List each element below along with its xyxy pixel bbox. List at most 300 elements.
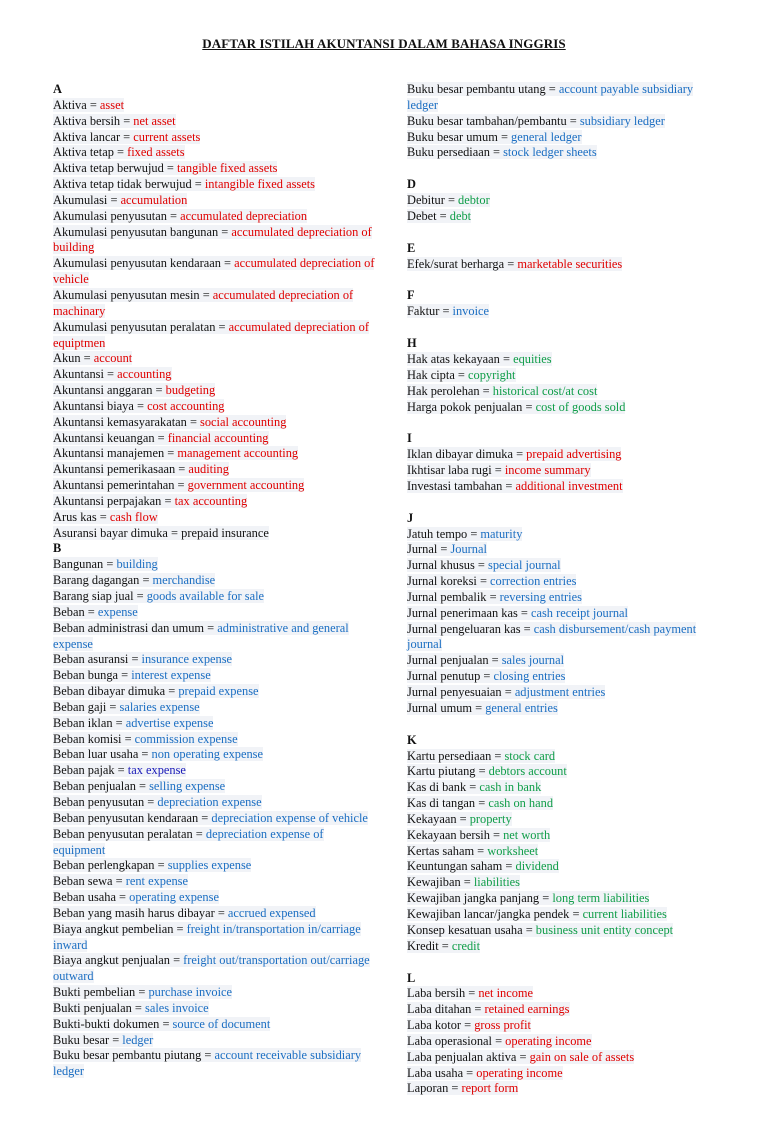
english-translation: cost accounting	[147, 398, 225, 413]
indonesian-term: Jurnal =	[407, 542, 451, 557]
indonesian-term: Beban perlengkapan =	[53, 858, 168, 873]
indonesian-term: Kewajiban =	[407, 875, 474, 890]
glossary-entry	[53, 906, 375, 922]
glossary-entry	[407, 701, 719, 717]
section-letter: J	[407, 510, 414, 525]
indonesian-term: Laba kotor =	[407, 1018, 475, 1033]
section-letter: A	[53, 82, 62, 96]
glossary-entry	[407, 828, 719, 844]
english-translation: freight in/transportation in/carriage inward	[53, 921, 361, 952]
indonesian-term: Jurnal penutup =	[407, 669, 494, 684]
english-translation: retained earnings	[484, 1002, 570, 1017]
glossary-entry	[407, 669, 719, 685]
indonesian-term: Bukti penjualan =	[53, 1000, 145, 1015]
glossary-entry	[53, 130, 375, 146]
indonesian-term: Akuntansi perpajakan =	[53, 493, 175, 508]
glossary-entry	[407, 685, 719, 701]
indonesian-term: Beban administrasi dan umum =	[53, 620, 218, 635]
english-translation: account	[93, 351, 133, 366]
indonesian-term: Beban yang masih harus dibayar =	[53, 905, 228, 920]
indonesian-term: Hak atas kekayaan =	[407, 351, 514, 366]
english-translation: administrative and general expense	[53, 620, 349, 651]
indonesian-term: Bukti-bukti dokumen =	[53, 1016, 173, 1031]
glossary-entry	[53, 858, 375, 874]
indonesian-term: Aktiva tetap berwujud =	[53, 161, 177, 176]
glossary-entry	[53, 1033, 375, 1049]
glossary-entry	[407, 145, 719, 161]
english-translation: depreciation expense of vehicle	[211, 810, 368, 825]
english-translation: merchandise	[152, 573, 216, 588]
glossary-entry	[407, 542, 719, 558]
glossary-entry	[53, 827, 375, 859]
glossary-entry	[53, 446, 375, 462]
indonesian-term: Beban bunga =	[53, 668, 132, 683]
glossary-entry	[53, 98, 375, 114]
glossary-entry	[53, 684, 375, 700]
indonesian-term: Aktiva tetap tidak berwujud =	[53, 177, 205, 192]
indonesian-term: Beban sewa =	[53, 874, 126, 889]
indonesian-term: Debitur =	[407, 193, 459, 208]
indonesian-term: Efek/surat berharga =	[407, 256, 518, 271]
glossary-entry	[407, 1081, 719, 1097]
indonesian-term: Laba usaha =	[407, 1065, 477, 1080]
english-translation: debtor	[458, 193, 490, 208]
glossary-entry	[53, 953, 375, 985]
indonesian-term: Kekayaan =	[407, 811, 470, 826]
indonesian-term: Akumulasi penyusutan =	[53, 208, 181, 223]
english-translation: cash disbursement/cash payment journal	[407, 621, 697, 652]
glossary-entry	[407, 986, 719, 1002]
english-translation: stock card	[504, 748, 556, 763]
english-translation: freight out/transportation out/carriage outward	[53, 953, 370, 984]
glossary-entry	[407, 384, 719, 400]
glossary-entry	[407, 749, 719, 765]
english-translation: salaries expense	[119, 699, 200, 714]
glossary-entry	[407, 844, 719, 860]
english-translation: tangible fixed assets	[176, 161, 278, 176]
glossary-entry	[407, 796, 719, 812]
indonesian-term: Akumulasi penyusutan peralatan =	[53, 319, 229, 334]
indonesian-term: Laba bersih =	[407, 986, 479, 1001]
english-translation: fixed assets	[127, 145, 185, 160]
glossary-entry	[53, 890, 375, 906]
english-translation: insurance expense	[141, 652, 233, 667]
english-translation: expense	[97, 604, 138, 619]
indonesian-term: Hak cipta =	[407, 367, 469, 382]
english-translation: credit	[451, 938, 481, 953]
glossary-entry	[53, 225, 375, 257]
glossary-entry	[53, 114, 375, 130]
glossary-entry	[407, 1002, 719, 1018]
english-translation: tax expense	[127, 763, 186, 778]
indonesian-term: Buku besar tambahan/pembantu =	[407, 113, 580, 128]
glossary-entry	[53, 177, 375, 193]
english-translation: cash on hand	[488, 796, 554, 811]
glossary-entry	[407, 939, 719, 955]
indonesian-term: Kekayaan bersih =	[407, 827, 504, 842]
indonesian-term: Jurnal pengeluaran kas =	[407, 621, 534, 636]
english-translation: management accounting	[177, 446, 299, 461]
english-translation: interest expense	[131, 668, 211, 683]
english-translation: current assets	[133, 129, 201, 144]
english-translation: intangible fixed assets	[204, 177, 315, 192]
english-translation: account payable subsidiary ledger	[407, 82, 694, 112]
glossary-entry	[53, 700, 375, 716]
indonesian-term: Debet =	[407, 208, 450, 223]
glossary-entry	[407, 193, 719, 209]
english-translation: cash in bank	[479, 780, 542, 795]
english-translation: marketable securities	[517, 256, 623, 271]
glossary-entry	[53, 351, 375, 367]
indonesian-term: Beban iklan =	[53, 715, 126, 730]
indonesian-term: Asuransi bayar dimuka =	[53, 525, 182, 540]
glossary-entry	[407, 368, 719, 384]
english-translation: depreciation expense of equipment	[53, 826, 324, 857]
english-translation: accumulated depreciation of vehicle	[53, 256, 375, 287]
glossary-entry	[53, 1048, 375, 1080]
glossary-entry	[53, 145, 375, 161]
english-translation: property	[469, 811, 512, 826]
english-translation: subsidiary ledger	[579, 113, 665, 128]
indonesian-term: Jurnal penerimaan kas =	[407, 605, 531, 620]
english-translation: rent expense	[125, 874, 188, 889]
indonesian-term: Buku besar pembantu piutang =	[53, 1048, 215, 1063]
section-letter: B	[53, 541, 62, 556]
indonesian-term: Aktiva bersih =	[53, 113, 134, 128]
indonesian-term: Beban luar usaha =	[53, 747, 152, 762]
english-translation: prepaid expense	[178, 684, 259, 699]
glossary-entry	[53, 383, 375, 399]
glossary-entry	[53, 874, 375, 890]
english-translation: gross profit	[474, 1018, 531, 1033]
glossary-entry	[407, 923, 719, 939]
glossary-entry	[407, 447, 719, 463]
indonesian-term: Laba operasional =	[407, 1033, 506, 1048]
english-translation: auditing	[188, 462, 229, 477]
english-translation: account receivable subsidiary ledger	[53, 1048, 362, 1079]
english-translation: liabilities	[473, 875, 520, 890]
indonesian-term: Beban usaha =	[53, 890, 130, 905]
glossary-entry	[407, 764, 719, 780]
english-translation: dividend	[515, 859, 559, 874]
indonesian-term: Akuntansi manajemen =	[53, 446, 178, 461]
glossary-entry	[53, 431, 375, 447]
indonesian-term: Arus kas =	[53, 509, 110, 524]
glossary-entry	[407, 859, 719, 875]
glossary-entry	[407, 209, 719, 225]
english-translation: cost of goods sold	[535, 399, 626, 414]
glossary-entry	[53, 747, 375, 763]
glossary-entry	[53, 795, 375, 811]
glossary-entry	[53, 494, 375, 510]
indonesian-term: Bangunan =	[53, 557, 117, 572]
indonesian-term: Aktiva tetap =	[53, 145, 128, 160]
glossary-entry	[407, 527, 719, 543]
english-translation: long term liabilities	[552, 891, 650, 906]
left-column	[53, 82, 375, 1080]
english-translation: operating income	[505, 1033, 592, 1048]
glossary-entry	[53, 779, 375, 795]
indonesian-term: Faktur =	[407, 304, 453, 319]
indonesian-term: Laba ditahan =	[407, 1002, 485, 1017]
glossary-entry	[53, 652, 375, 668]
indonesian-term: Jurnal khusus =	[407, 558, 488, 573]
english-translation: sales journal	[501, 653, 565, 668]
english-translation: general ledger	[511, 129, 582, 144]
english-translation: tax accounting	[174, 493, 248, 508]
indonesian-term: Kas di tangan =	[407, 796, 489, 811]
indonesian-term: Beban penyusutan kendaraan =	[53, 810, 212, 825]
glossary-entry	[407, 400, 719, 416]
english-translation: invoice	[452, 304, 490, 319]
glossary-entry	[407, 304, 719, 320]
glossary-entry	[53, 621, 375, 653]
english-translation: source of document	[172, 1016, 271, 1031]
indonesian-term: Akuntansi =	[53, 367, 118, 382]
indonesian-term: Hak perolehan =	[407, 383, 493, 398]
glossary-entry	[407, 82, 719, 114]
english-translation: sales invoice	[145, 1000, 209, 1015]
english-translation: depreciation expense	[157, 794, 262, 809]
section-letter: I	[407, 431, 412, 446]
english-translation: prepaid insurance	[181, 525, 269, 540]
english-translation: cash receipt journal	[530, 605, 628, 620]
glossary-entry	[53, 732, 375, 748]
english-translation: budgeting	[165, 383, 216, 398]
english-translation: Journal	[450, 542, 487, 557]
indonesian-term: Akuntansi pemerintahan =	[53, 478, 188, 493]
english-translation: report form	[461, 1081, 519, 1096]
english-translation: advertise expense	[125, 715, 214, 730]
indonesian-term: Kredit =	[407, 938, 452, 953]
indonesian-term: Jurnal penyesuaian =	[407, 685, 515, 699]
glossary-entry	[53, 526, 375, 542]
right-column	[407, 82, 719, 1097]
indonesian-term: Aktiva lancar =	[53, 129, 134, 144]
indonesian-term: Akumulasi penyusutan kendaraan =	[53, 256, 235, 271]
indonesian-term: Beban asuransi =	[53, 652, 142, 667]
indonesian-term: Buku besar =	[53, 1032, 123, 1047]
glossary-entry	[53, 668, 375, 684]
indonesian-term: Kas di bank =	[407, 780, 480, 795]
glossary-entry	[53, 1017, 375, 1033]
glossary-entry	[53, 985, 375, 1001]
glossary-entry	[407, 812, 719, 828]
english-translation: worksheet	[487, 843, 539, 858]
english-translation: accumulated depreciation of equiptmen	[53, 319, 369, 350]
indonesian-term: Akuntansi keuangan =	[53, 430, 168, 445]
indonesian-term: Beban gaji =	[53, 699, 120, 714]
glossary-entry	[407, 1018, 719, 1034]
indonesian-term: Beban penyusutan =	[53, 794, 158, 809]
glossary-entry	[53, 367, 375, 383]
indonesian-term: Akuntansi anggaran =	[53, 383, 166, 398]
english-translation: non operating expense	[151, 747, 263, 762]
indonesian-term: Buku besar umum =	[407, 129, 512, 144]
indonesian-term: Buku persediaan =	[407, 145, 504, 160]
glossary-entry	[53, 557, 375, 573]
indonesian-term: Kartu persediaan =	[407, 748, 505, 763]
english-translation: goods available for sale	[146, 589, 265, 603]
section-letter: K	[407, 732, 417, 747]
english-translation: equities	[513, 351, 552, 366]
indonesian-term: Akumulasi =	[53, 192, 121, 207]
glossary-entry	[53, 399, 375, 415]
glossary-entry	[53, 161, 375, 177]
english-translation: net asset	[133, 113, 176, 128]
indonesian-term: Beban penjualan =	[53, 779, 150, 794]
glossary-entry	[407, 653, 719, 669]
glossary-entry	[53, 209, 375, 225]
glossary-entry	[407, 891, 719, 907]
english-translation: prepaid advertising	[526, 447, 622, 462]
glossary-entry	[53, 478, 375, 494]
english-translation: current liabilities	[582, 906, 667, 921]
english-translation: accumulated depreciation	[180, 208, 308, 223]
glossary-entry	[407, 1066, 719, 1082]
glossary-entry	[53, 716, 375, 732]
indonesian-term: Jurnal umum =	[407, 700, 486, 715]
glossary-entry	[407, 1050, 719, 1066]
glossary-entry	[53, 573, 375, 589]
glossary-entry	[407, 622, 719, 654]
english-translation: accumulation	[120, 192, 188, 207]
glossary-entry	[407, 558, 719, 574]
indonesian-term: Barang dagangan =	[53, 573, 153, 588]
glossary-entry	[407, 257, 719, 273]
english-translation: adjustment entries	[514, 685, 606, 699]
english-translation: special journal	[488, 558, 561, 573]
glossary-entry	[407, 907, 719, 923]
english-translation: stock ledger sheets	[503, 145, 597, 160]
english-translation: general entries	[485, 700, 558, 715]
indonesian-term: Investasi tambahan =	[407, 478, 516, 493]
indonesian-term: Laporan =	[407, 1081, 462, 1096]
indonesian-term: Barang siap jual =	[53, 589, 147, 603]
indonesian-term: Jurnal penjualan =	[407, 653, 502, 668]
glossary-entry	[53, 922, 375, 954]
english-translation: building	[116, 557, 158, 572]
indonesian-term: Kewajiban jangka panjang =	[407, 891, 553, 906]
english-translation: accumulated depreciation of building	[53, 224, 372, 255]
english-translation: income summary	[504, 463, 591, 478]
english-translation: historical cost/at cost	[492, 383, 598, 398]
glossary-entry	[53, 288, 375, 320]
english-translation: supplies expense	[167, 858, 252, 873]
glossary-entry	[407, 780, 719, 796]
english-translation: accrued expensed	[227, 905, 316, 920]
glossary-entry	[53, 605, 375, 621]
indonesian-term: Laba penjualan aktiva =	[407, 1049, 530, 1064]
indonesian-term: Jurnal koreksi =	[407, 574, 491, 589]
english-translation: operating income	[476, 1065, 563, 1080]
glossary-entry	[53, 415, 375, 431]
glossary-entry	[407, 463, 719, 479]
english-translation: accumulated depreciation of machinary	[53, 287, 354, 318]
section-letter: D	[407, 177, 416, 192]
glossary-entry	[407, 114, 719, 130]
indonesian-term: Beban dibayar dimuka =	[53, 684, 179, 699]
indonesian-term: Iklan dibayar dimuka =	[407, 447, 527, 462]
english-translation: maturity	[480, 526, 523, 541]
indonesian-term: Biaya angkut penjualan =	[53, 953, 184, 968]
glossary-entry	[53, 193, 375, 209]
indonesian-term: Konsep kesatuan usaha =	[407, 922, 536, 937]
english-translation: debt	[449, 208, 472, 223]
glossary-entry	[53, 462, 375, 478]
indonesian-term: Akuntansi pemerikasaan =	[53, 462, 189, 477]
section-letter: L	[407, 970, 416, 985]
glossary-entry	[53, 811, 375, 827]
indonesian-term: Kewajiban lancar/jangka pendek =	[407, 906, 583, 921]
glossary-entry	[407, 606, 719, 622]
page-title: DAFTAR ISTILAH AKUNTANSI DALAM BAHASA INGGRIS	[202, 36, 566, 51]
indonesian-term: Keuntungan saham =	[407, 859, 516, 874]
english-translation: net income	[478, 986, 534, 1001]
glossary-entry	[53, 589, 375, 605]
glossary-entry	[407, 479, 719, 495]
english-translation: additional investment	[515, 478, 623, 493]
indonesian-term: Jurnal pembalik =	[407, 589, 500, 604]
glossary-entry	[407, 875, 719, 891]
indonesian-term: Harga pokok penjualan =	[407, 399, 536, 414]
english-translation: gain on sale of assets	[529, 1049, 635, 1064]
indonesian-term: Ikhtisar laba rugi =	[407, 463, 505, 478]
english-translation: net worth	[503, 827, 551, 842]
english-translation: accounting	[117, 367, 172, 382]
indonesian-term: Beban =	[53, 604, 98, 619]
indonesian-term: Akuntansi biaya =	[53, 398, 148, 413]
indonesian-term: Biaya angkut pembelian =	[53, 921, 187, 936]
indonesian-term: Akumulasi penyusutan bangunan =	[53, 224, 232, 239]
indonesian-term: Akun =	[53, 351, 94, 366]
glossary-entry	[407, 130, 719, 146]
indonesian-term: Akumulasi penyusutan mesin =	[53, 287, 213, 302]
english-translation: closing entries	[493, 669, 566, 684]
indonesian-term: Beban komisi =	[53, 731, 135, 746]
indonesian-term: Jatuh tempo =	[407, 526, 481, 541]
indonesian-term: Beban penyusutan peralatan =	[53, 826, 206, 841]
english-translation: government accounting	[187, 478, 305, 493]
glossary-entry	[53, 256, 375, 288]
english-translation: copyright	[468, 367, 516, 382]
glossary-entry	[53, 763, 375, 779]
english-translation: commission expense	[134, 731, 238, 746]
section-letter: F	[407, 288, 415, 303]
indonesian-term: Kartu piutang =	[407, 764, 489, 779]
indonesian-term: Buku besar pembantu utang =	[407, 82, 559, 96]
indonesian-term: Kertas saham =	[407, 843, 488, 858]
english-translation: financial accounting	[167, 430, 269, 445]
english-translation: selling expense	[149, 779, 226, 794]
glossary-entry	[407, 352, 719, 368]
indonesian-term: Aktiva =	[53, 97, 100, 112]
glossary-entry	[407, 1034, 719, 1050]
glossary-entry	[53, 510, 375, 526]
section-letter: E	[407, 240, 416, 255]
english-translation: social accounting	[200, 414, 287, 429]
glossary-entry	[53, 320, 375, 352]
indonesian-term: Bukti pembelian =	[53, 985, 149, 1000]
english-translation: debtors account	[488, 764, 567, 779]
english-translation: reversing entries	[499, 589, 582, 604]
glossary-entry	[407, 574, 719, 590]
english-translation: cash flow	[109, 509, 158, 524]
english-translation: operating expense	[129, 890, 219, 905]
indonesian-term: Beban pajak =	[53, 763, 128, 778]
english-translation: business unit entity concept	[535, 922, 674, 937]
english-translation: ledger	[122, 1032, 154, 1047]
